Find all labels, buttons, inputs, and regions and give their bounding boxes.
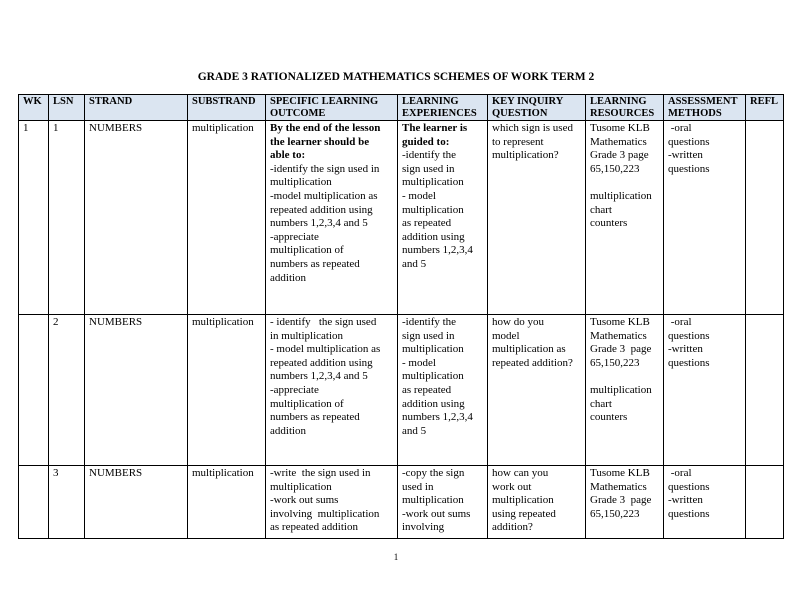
cell-line: Grade 3 page — [590, 343, 652, 356]
cell-question — [488, 466, 586, 539]
cell-outcome — [266, 466, 398, 539]
cell-assessment — [664, 121, 746, 315]
cell-line: as repeated addition — [270, 521, 358, 534]
cell-line — [590, 176, 659, 190]
cell-line: multiplication — [402, 203, 464, 216]
cell-line: and 5 — [402, 424, 427, 437]
cell-line: - model — [402, 189, 436, 202]
cell-resources — [586, 466, 664, 539]
cell-line: -model multiplication as — [270, 189, 378, 202]
cell-lsn: 3 — [49, 466, 85, 539]
cell-line: involving multiplication — [270, 507, 380, 520]
cell-wk — [19, 315, 49, 466]
cell-line: numbers 1,2,3,4 and 5 — [270, 217, 368, 230]
cell-line: counters — [590, 217, 628, 230]
cell-line: - model — [402, 356, 436, 369]
cell-line: multiplication — [402, 343, 464, 356]
cell-line: Mathematics — [590, 480, 647, 493]
cell-line: questions — [668, 356, 710, 369]
cell-line: Mathematics — [590, 329, 647, 342]
cell-line: able to: — [270, 149, 306, 162]
cell-experiences — [398, 315, 488, 466]
cell-refl — [746, 315, 784, 466]
cell-line: addition? — [492, 521, 533, 534]
cell-line: - model multiplication as — [270, 343, 381, 356]
cell-line: using repeated — [492, 507, 556, 520]
cell-outcome — [266, 121, 398, 315]
cell-line: addition — [270, 271, 307, 284]
cell-substrand: multiplication — [188, 315, 266, 466]
cell-line: Tusome KLB — [590, 467, 650, 479]
cell-line: multiplication of — [270, 397, 344, 410]
cell-line: -appreciate — [270, 230, 319, 243]
cell-line: sign used in — [402, 162, 455, 175]
cell-line: multiplication? — [492, 149, 559, 162]
cell-refl — [746, 121, 784, 315]
cell-line: multiplication as — [492, 343, 566, 356]
table-row — [19, 466, 784, 539]
cell-line: questions — [668, 329, 710, 342]
cell-line: Tusome KLB — [590, 122, 650, 134]
cell-line: -oral — [668, 122, 692, 134]
column-header: LEARNING RESOURCES — [586, 95, 664, 121]
cell-line: -identify the — [402, 316, 457, 328]
table-row — [19, 121, 784, 315]
cell-line: guided to: — [402, 135, 450, 148]
cell-resources — [586, 315, 664, 466]
cell-line: numbers 1,2,3,4 — [402, 244, 473, 257]
cell-line: questions — [668, 507, 710, 520]
column-header: LSN — [49, 95, 85, 121]
cell-line: -work out sums — [270, 494, 339, 507]
cell-line: addition — [270, 424, 307, 437]
cell-line: chart — [590, 203, 612, 216]
cell-line: multiplication — [402, 370, 464, 383]
cell-line: work out — [492, 480, 532, 493]
cell-line: multiplication — [402, 494, 464, 507]
cell-line: Tusome KLB — [590, 316, 650, 328]
cell-line: sign used in — [402, 329, 455, 342]
cell-line: 65,150,223 — [590, 507, 640, 520]
cell-line: numbers as repeated — [270, 257, 360, 270]
cell-line: Mathematics — [590, 135, 647, 148]
cell-line: chart — [590, 397, 612, 410]
cell-line: -oral — [668, 467, 692, 479]
cell-line: -appreciate — [270, 383, 319, 396]
cell-line: and 5 — [402, 257, 427, 270]
cell-line: numbers as repeated — [270, 411, 360, 424]
cell-assessment — [664, 466, 746, 539]
cell-line: Grade 3 page — [590, 149, 649, 162]
cell-line: multiplication — [590, 189, 652, 202]
cell-substrand: multiplication — [188, 466, 266, 539]
cell-question — [488, 315, 586, 466]
cell-wk: 1 — [19, 121, 49, 315]
cell-line: Grade 3 page — [590, 494, 652, 507]
cell-resources — [586, 121, 664, 315]
cell-line: addition using — [402, 230, 465, 243]
document-title: GRADE 3 RATIONALIZED MATHEMATICS SCHEMES OF WORK TERM 2 — [197, 71, 595, 83]
cell-line: 65,150,223 — [590, 162, 640, 175]
cell-line: repeated addition using — [270, 203, 373, 216]
cell-line: used in — [402, 480, 434, 493]
cell-line: -copy the sign — [402, 467, 465, 479]
cell-line: multiplication — [492, 494, 554, 507]
cell-question — [488, 121, 586, 315]
cell-line: repeated addition? — [492, 356, 573, 369]
cell-line: -written — [668, 343, 703, 356]
cell-line: repeated addition using — [270, 356, 373, 369]
cell-line: -work out sums — [402, 507, 471, 520]
cell-experiences — [398, 466, 488, 539]
cell-line: multiplication — [270, 480, 332, 493]
cell-line: involving — [402, 521, 445, 534]
cell-line: which sign is used — [492, 122, 573, 134]
cell-line: - identify the sign used — [270, 316, 377, 328]
cell-line: -oral — [668, 316, 692, 328]
cell-wk — [19, 466, 49, 539]
cell-strand: NUMBERS — [85, 466, 188, 539]
cell-line: -write the sign used in — [270, 467, 371, 479]
cell-line: questions — [668, 135, 710, 148]
cell-line: to represent — [492, 135, 544, 148]
cell-line: multiplication of — [270, 244, 344, 257]
cell-experiences — [398, 121, 488, 315]
cell-line: as repeated — [402, 383, 452, 396]
scheme-of-work-table — [18, 94, 784, 539]
cell-line: addition using — [402, 397, 465, 410]
cell-line: numbers 1,2,3,4 — [402, 411, 473, 424]
cell-line: -identify the sign used in — [270, 162, 380, 175]
cell-line: questions — [668, 480, 710, 493]
cell-outcome — [266, 315, 398, 466]
cell-line: multiplication — [402, 176, 464, 189]
cell-line: numbers 1,2,3,4 and 5 — [270, 370, 368, 383]
cell-line: multiplication — [270, 176, 332, 189]
cell-line: how do you — [492, 316, 544, 328]
cell-strand: NUMBERS — [85, 121, 188, 315]
column-header: STRAND — [85, 95, 188, 121]
column-header: SPECIFIC LEARNING OUTCOME — [266, 95, 398, 121]
cell-line: multiplication — [590, 383, 652, 396]
column-header: REFL — [746, 95, 784, 121]
cell-line: 65,150,223 — [590, 356, 640, 369]
cell-substrand: multiplication — [188, 121, 266, 315]
cell-line: as repeated — [402, 217, 452, 230]
cell-strand: NUMBERS — [85, 315, 188, 466]
cell-assessment — [664, 315, 746, 466]
cell-line: -written — [668, 494, 703, 507]
cell-line: -identify the — [402, 149, 457, 162]
cell-line: The learner is — [402, 122, 468, 134]
table-header-row — [19, 95, 784, 121]
cell-line: questions — [668, 162, 710, 175]
cell-lsn: 2 — [49, 315, 85, 466]
column-header: SUBSTRAND — [188, 95, 266, 121]
cell-line: -written — [668, 149, 703, 162]
cell-line — [590, 370, 659, 384]
cell-line: how can you — [492, 467, 549, 479]
column-header: LEARNING EXPERIENCES — [398, 95, 488, 121]
column-header: ASSESSMENT METHODS — [664, 95, 746, 121]
cell-line: By the end of the lesson — [270, 122, 381, 134]
table-row — [19, 315, 784, 466]
page-number: 1 — [393, 552, 399, 562]
column-header: WK — [19, 95, 49, 121]
cell-line: the learner should be — [270, 135, 370, 148]
cell-line: counters — [590, 411, 628, 424]
cell-line: in multiplication — [270, 329, 344, 342]
cell-refl — [746, 466, 784, 539]
column-header: KEY INQUIRY QUESTION — [488, 95, 586, 121]
cell-lsn: 1 — [49, 121, 85, 315]
cell-line: model — [492, 329, 520, 342]
